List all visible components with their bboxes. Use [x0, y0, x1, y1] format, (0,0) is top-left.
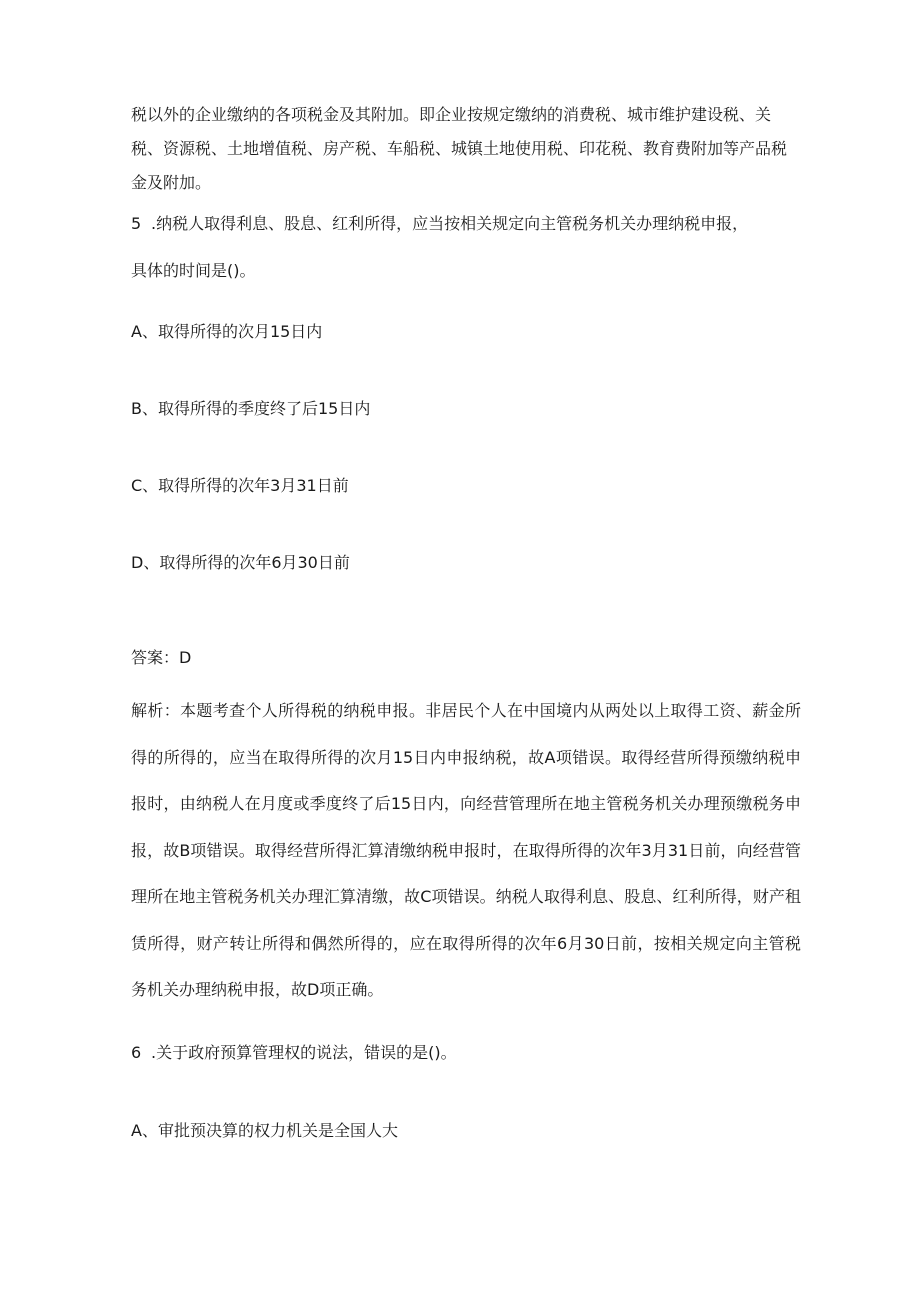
question-5-line-1 — [131, 210, 801, 238]
question-6-number: 6 — [131, 1043, 142, 1062]
intro-paragraph: 税以外的企业缴纳的各项税金及其附加。即企业按规定缴纳的消费税、城市维护建设税、关税、资源税、土地增值税、房产税、车船税、城镇土地使用税、印花税、教育费附加等产品税金及附加。 — [131, 105, 788, 192]
question-5-option-d: D、取得所得的次年6月30日前 — [131, 553, 350, 572]
question-5-option-b: B、取得所得的季度终了后15日内 — [131, 399, 371, 418]
question-5-option-a: A、取得所得的次月15日内 — [131, 322, 323, 341]
question-5-text-line-1: .纳税人取得利息、股息、红利所得，应当按相关规定向主管税务机关办理纳税申报， — [151, 214, 749, 233]
question-6-text: .关于政府预算管理权的说法，错误的是()。 — [151, 1043, 457, 1062]
question-6-line — [131, 1039, 801, 1067]
question-5-analysis: 解析：本题考查个人所得税的纳税申报。非居民个人在中国境内从两处以上取得工资、薪金所得的所得的，应当在取得所得的次月15日内申报纳税，故A项错误。取得经营所得预缴纳税申报时，由纳税人在月度或季度终了后15日内，向经营管理所在地主管税务机关办理预缴税务申报，故B项错误。取得经营所得汇算清缴纳税申报时，在取得所得的次年3月31日前，向经营管理所在地主管税务机关办理汇算清缴，故C项错误。纳税人取得利息、股息、红利所得，财产租赁所得，财产转让所得和偶然所得的，应在取得所得的次年6月30日前，按相关规定向主管税务机关办理纳税申报，故D项正确。 — [131, 701, 801, 999]
question-5-number: 5 — [131, 214, 142, 233]
question-5-text-line-2: 具体的时间是()。 — [131, 261, 256, 280]
question-5-answer: 答案：D — [131, 648, 192, 667]
question-6-option-a: A、审批预决算的权力机关是全国人大 — [131, 1121, 398, 1140]
question-5-option-c: C、取得所得的次年3月31日前 — [131, 476, 349, 495]
